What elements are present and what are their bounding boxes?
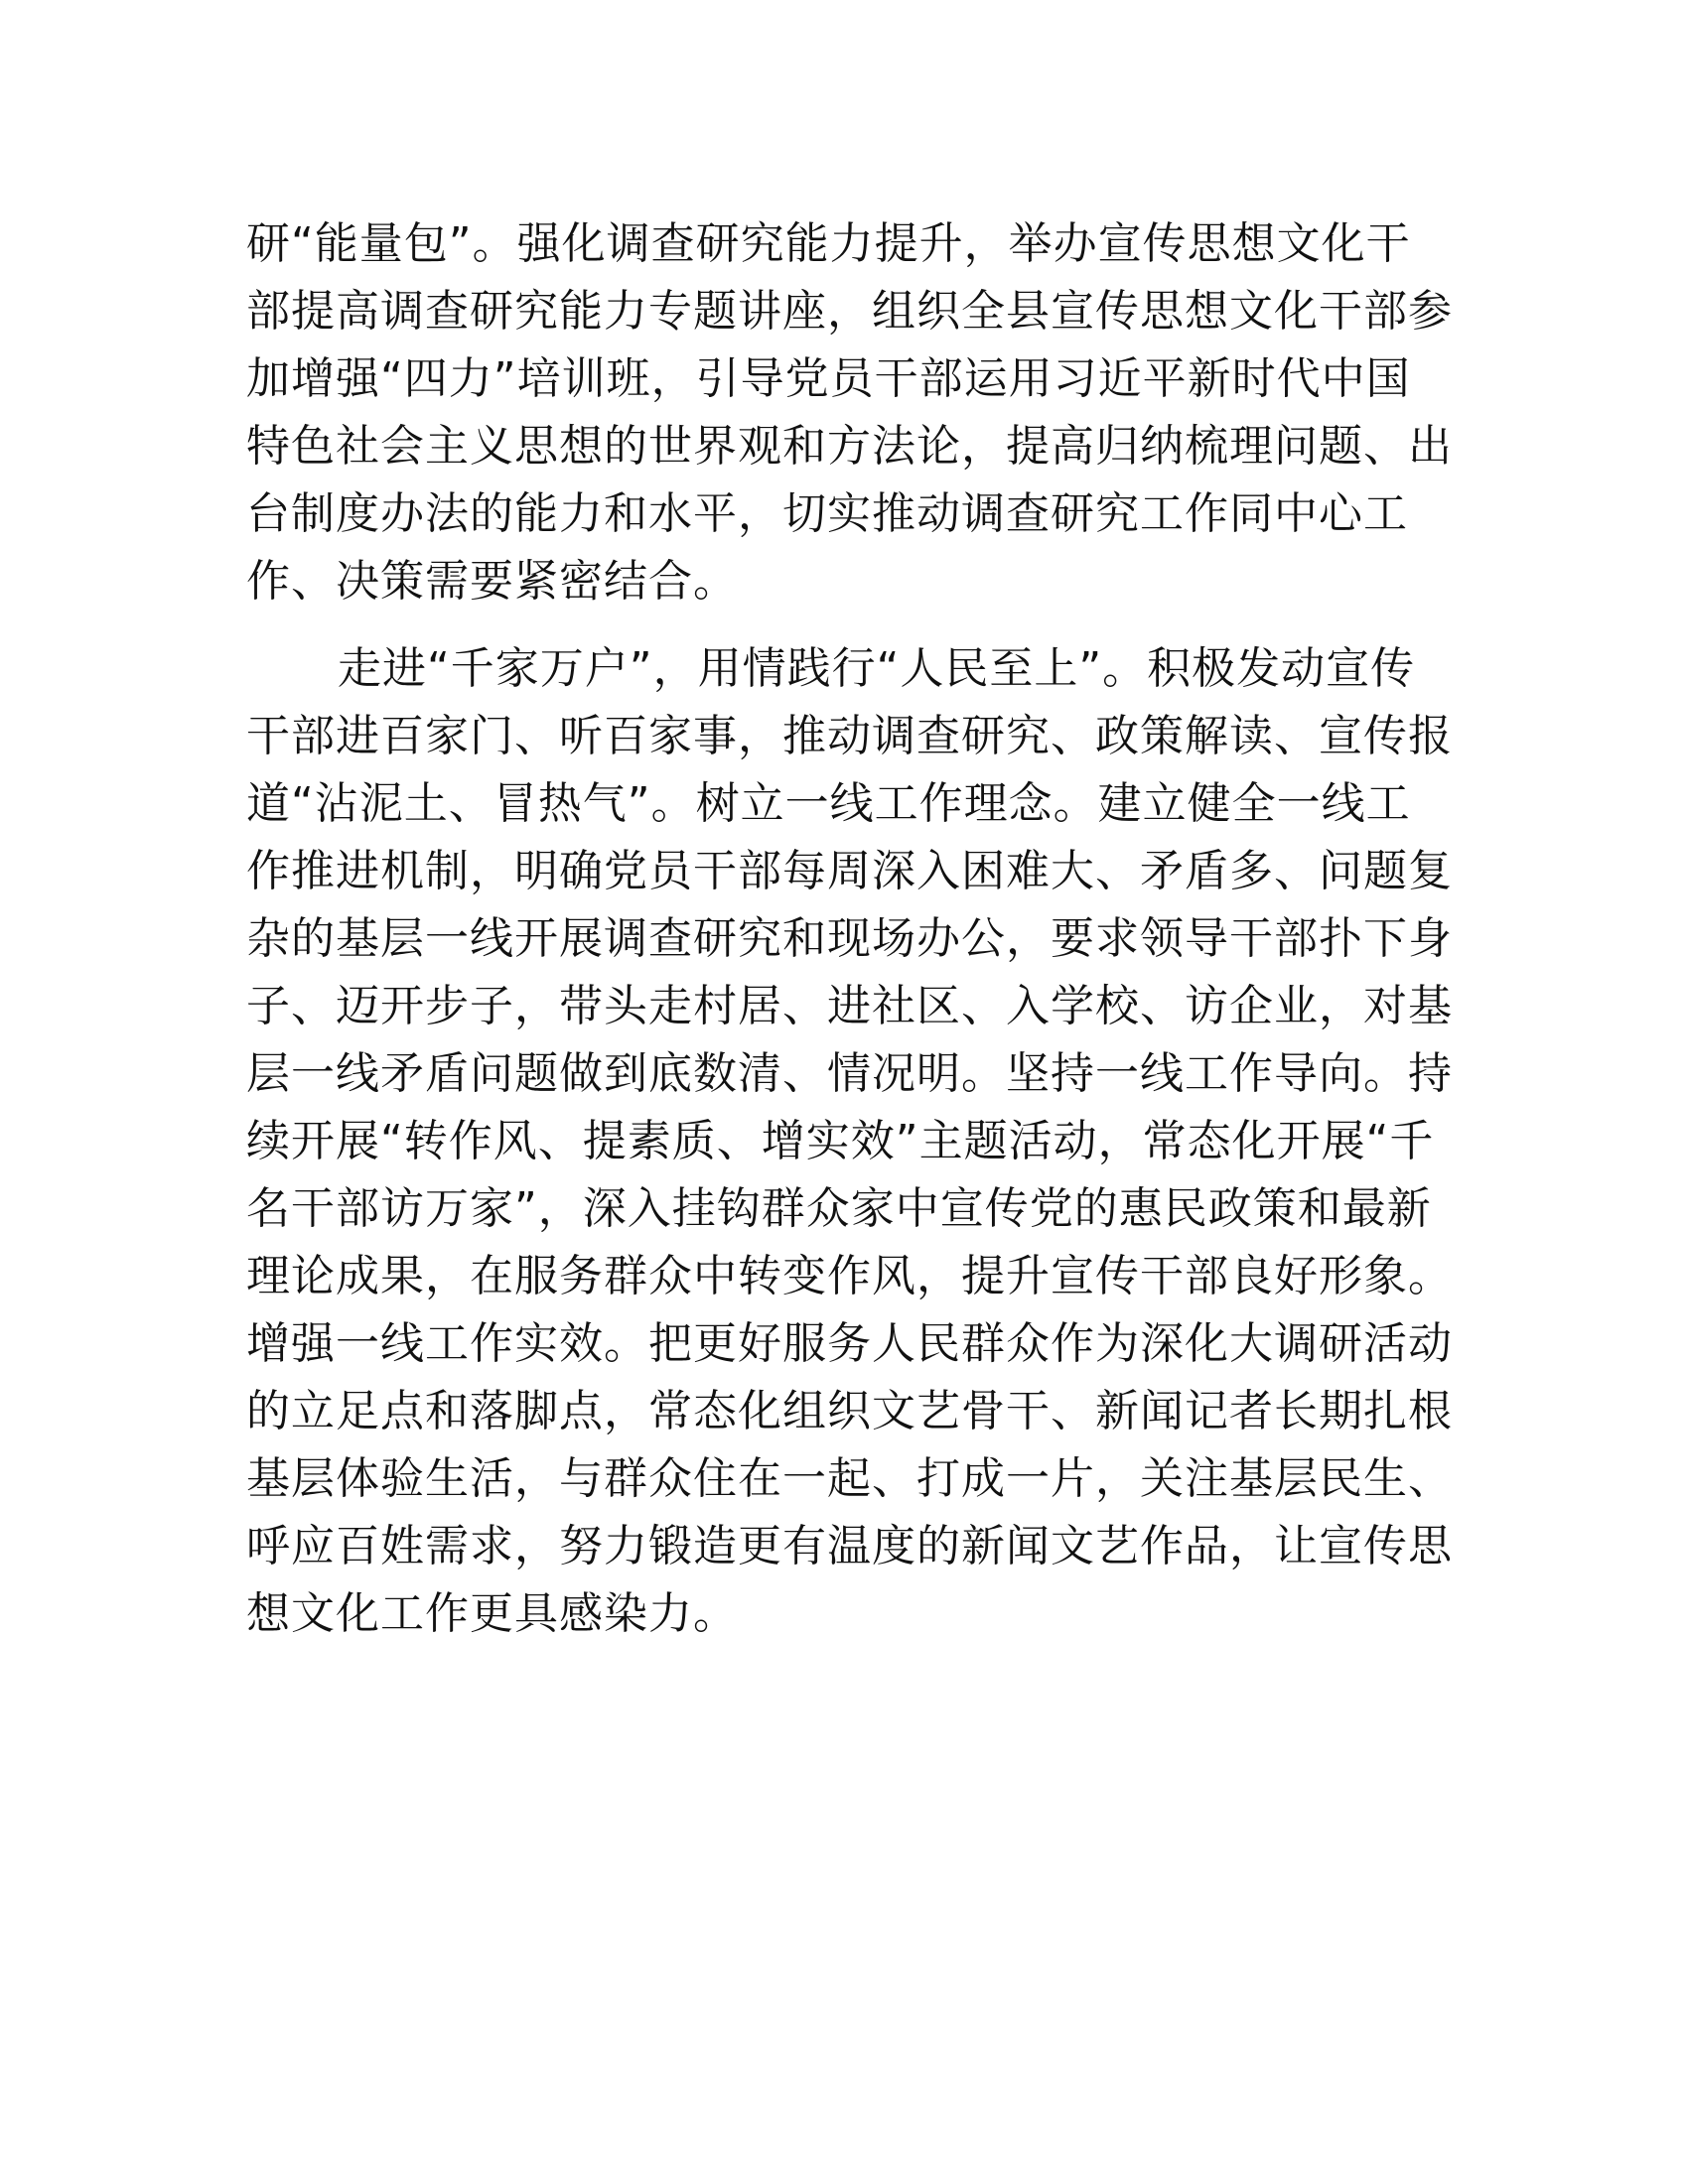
text-line: 的立足点和落脚点，常态化组织文艺骨干、新闻记者长期扎根 xyxy=(246,1386,1453,1436)
text-line: 子、迈开步子，带头走村居、进社区、入学校、访企业，对基 xyxy=(246,981,1453,1031)
text-line: 作、决策需要紧密结合。 xyxy=(246,556,738,607)
text-line: 理论成果，在服务群众中转变作风，提升宣传干部良好形象。 xyxy=(246,1251,1453,1301)
paragraph-1 xyxy=(246,210,1453,615)
text-line: 作推进机制，明确党员干部每周深入困难大、矛盾多、问题复 xyxy=(246,846,1453,896)
text-line: 名干部访万家”，深入挂钩群众家中宣传党的惠民政策和最新 xyxy=(246,1183,1432,1234)
text-line: 想文化工作更具感染力。 xyxy=(246,1588,738,1639)
text-line: 呼应百姓需求，努力锻造更有温度的新闻文艺作品，让宣传思 xyxy=(246,1521,1453,1571)
text-line: 层一线矛盾问题做到底数清、情况明。坚持一线工作导向。持 xyxy=(246,1048,1453,1099)
text-line-first: 走进“千家万户”，用情践行“人民至上”。积极发动宣传 xyxy=(338,643,1416,694)
body-text xyxy=(246,210,1453,1648)
text-line: 基层体验生活，与群众住在一起、打成一片，关注基层民生、 xyxy=(246,1453,1453,1504)
text-line: 增强一线工作实效。把更好服务人民群众作为深化大调研活动 xyxy=(246,1318,1453,1369)
text-line: 特色社会主义思想的世界观和方法论，提高归纳梳理问题、出 xyxy=(246,421,1453,472)
text-line: 部提高调查研究能力专题讲座，组织全县宣传思想文化干部参 xyxy=(246,286,1453,337)
text-line: 台制度办法的能力和水平，切实推动调查研究工作同中心工 xyxy=(246,488,1408,539)
text-line: 研“能量包”。强化调查研究能力提升，举办宣传思想文化干 xyxy=(246,218,1411,269)
text-line: 加增强“四力”培训班，引导党员干部运用习近平新时代中国 xyxy=(246,353,1411,404)
text-line: 杂的基层一线开展调查研究和现场办公，要求领导干部扑下身 xyxy=(246,913,1453,964)
text-line: 道“沾泥土、冒热气”。树立一线工作理念。建立健全一线工 xyxy=(246,778,1411,829)
paragraph-2 xyxy=(246,635,1453,1648)
text-line: 干部进百家门、听百家事，推动调查研究、政策解读、宣传报 xyxy=(246,711,1453,761)
paragraph-spacer xyxy=(246,615,1448,635)
text-line: 续开展“转作风、提素质、增实效”主题活动，常态化开展“千 xyxy=(246,1116,1435,1166)
